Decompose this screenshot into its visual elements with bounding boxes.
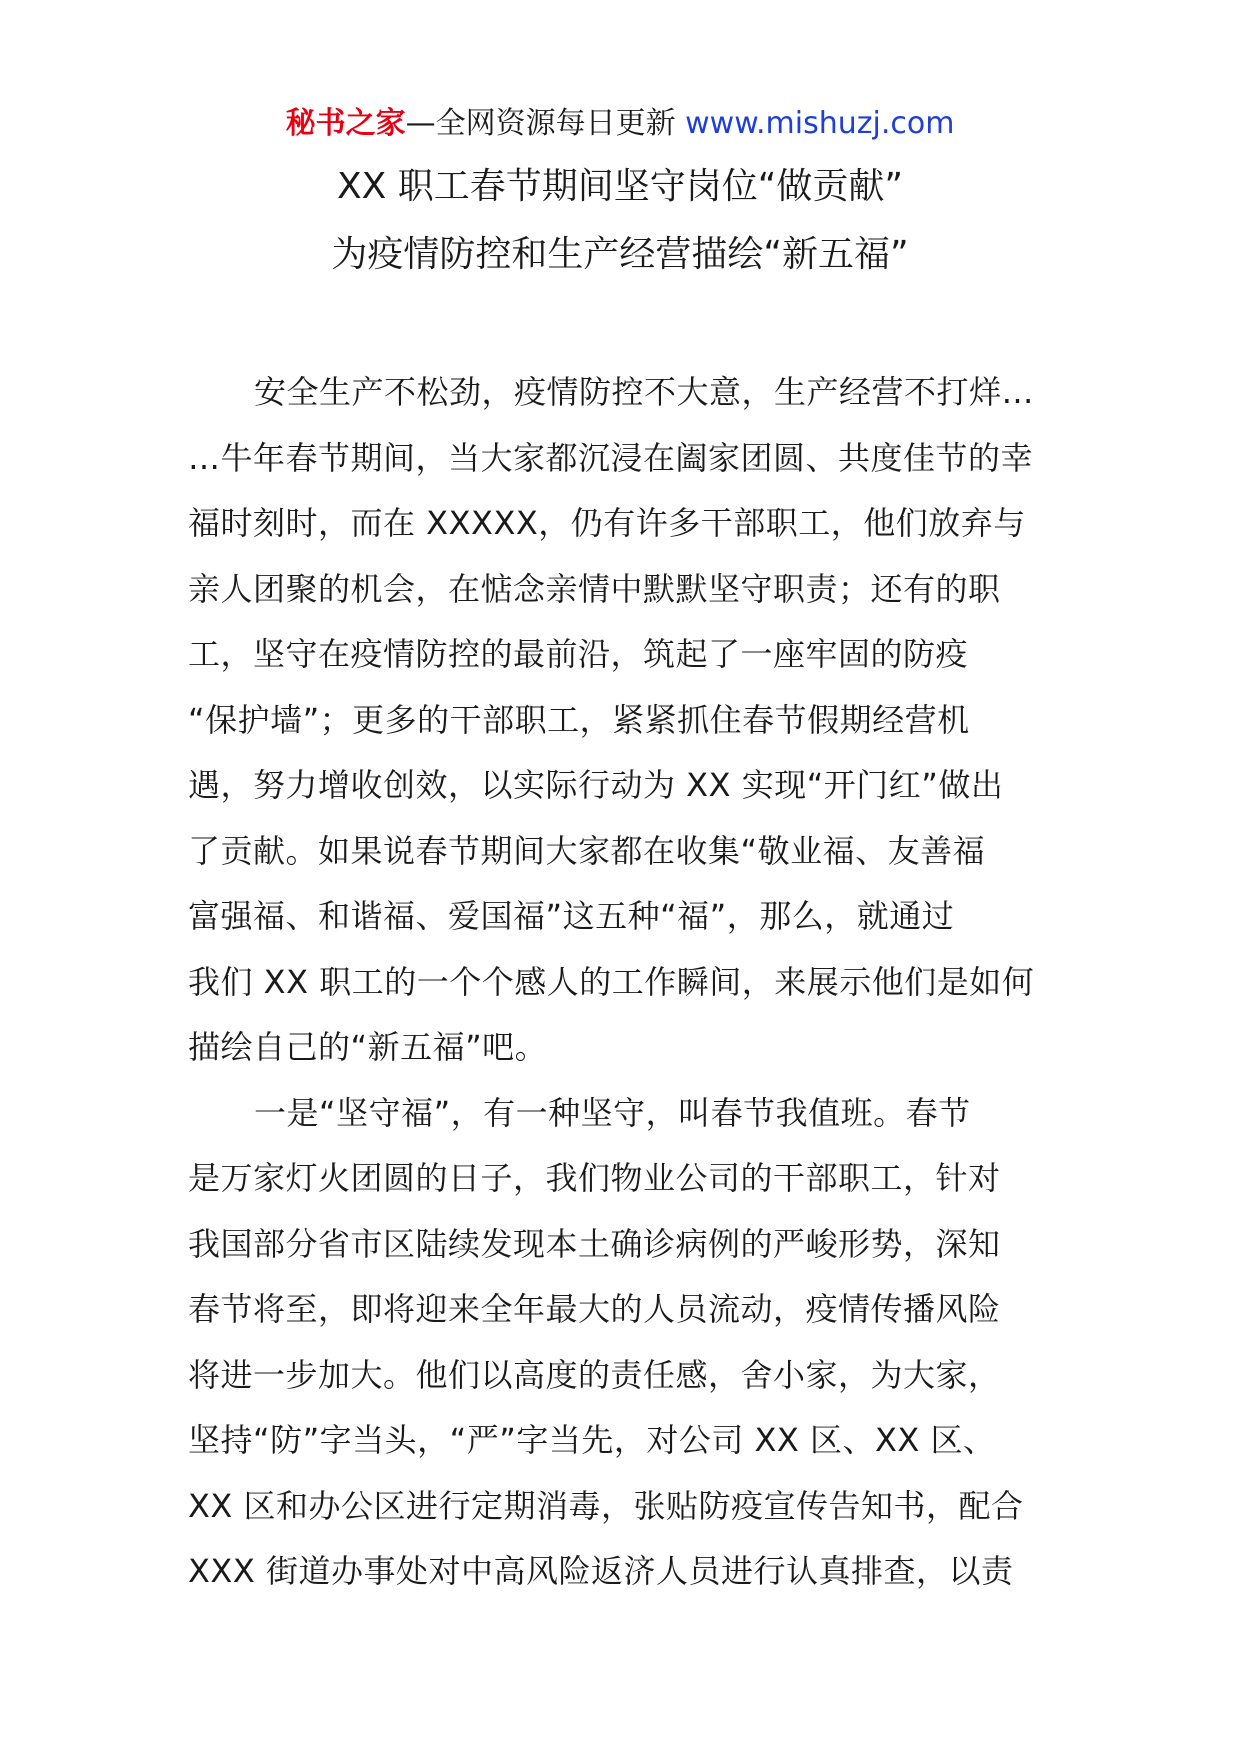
document-title-line-2: 为疫情防控和生产经营描绘“新五福” xyxy=(331,234,909,275)
document-title-line-1: XX 职工春节期间坚守岗位“做贡献” xyxy=(336,166,904,207)
text-line: 安全生产不松劲，疫情防控不大意，生产经营不打烊… xyxy=(254,373,1035,411)
text-line: 我们 XX 职工的一个个感人的工作瞬间，来展示他们是如何 xyxy=(188,962,1035,1001)
site-url-link[interactable]: www.mishuzj.com xyxy=(685,106,955,141)
text-line: 亲人团聚的机会，在惦念亲情中默默坚守职责；还有的职 xyxy=(188,569,1001,608)
text-line: 坚持“防”字当头，“严”字当先，对公司 XX 区、XX 区、 xyxy=(188,1421,996,1459)
site-banner xyxy=(0,102,1240,146)
text-line: 描绘自己的“新五福”吧。 xyxy=(188,1028,548,1066)
document-body xyxy=(188,360,1058,1605)
text-line: 春节将至，即将迎来全年最大的人员流动，疫情传播风险 xyxy=(188,1290,1001,1328)
text-line: …牛年春节期间，当大家都沉浸在阖家团圆、共度佳节的幸 xyxy=(188,438,1034,477)
text-line: 工，坚守在疫情防控的最前沿，筑起了一座牢固的防疫 xyxy=(188,635,969,673)
text-line: 富强福、和谐福、爱国福”这五种“福”，那么，就通过 xyxy=(188,897,955,935)
text-line: XXX 街道办事处对中高风险返济人员进行认真排查，以责 xyxy=(188,1552,1014,1590)
text-line: 福时刻时，而在 XXXXX，仍有许多干部职工，他们放弃与 xyxy=(188,504,1026,542)
text-line: 一是“坚守福”，有一种坚守，叫春节我值班。春节 xyxy=(254,1093,971,1132)
text-line: 遇，努力增收创效，以实际行动为 XX 实现“开门红”做出 xyxy=(188,766,1004,804)
text-line: 是万家灯火团圆的日子，我们物业公司的干部职工，针对 xyxy=(188,1159,1001,1197)
text-line: 将进一步加大。他们以高度的责任感，舍小家，为大家， xyxy=(188,1355,1001,1394)
text-line: “保护墙”；更多的干部职工，紧紧抓住春节假期经营机 xyxy=(188,700,970,739)
text-line: 了贡献。如果说春节期间大家都在收集“敬业福、友善福 xyxy=(188,831,986,870)
banner-tagline: —全网资源每日更新 xyxy=(405,106,676,141)
text-line: XX 区和办公区进行定期消毒，张贴防疫宣传告知书，配合 xyxy=(188,1486,1024,1525)
brand-name: 秘书之家 xyxy=(285,106,406,141)
text-line: 我国部分省市区陆续发现本土确诊病例的严峻形势，深知 xyxy=(188,1224,1001,1263)
